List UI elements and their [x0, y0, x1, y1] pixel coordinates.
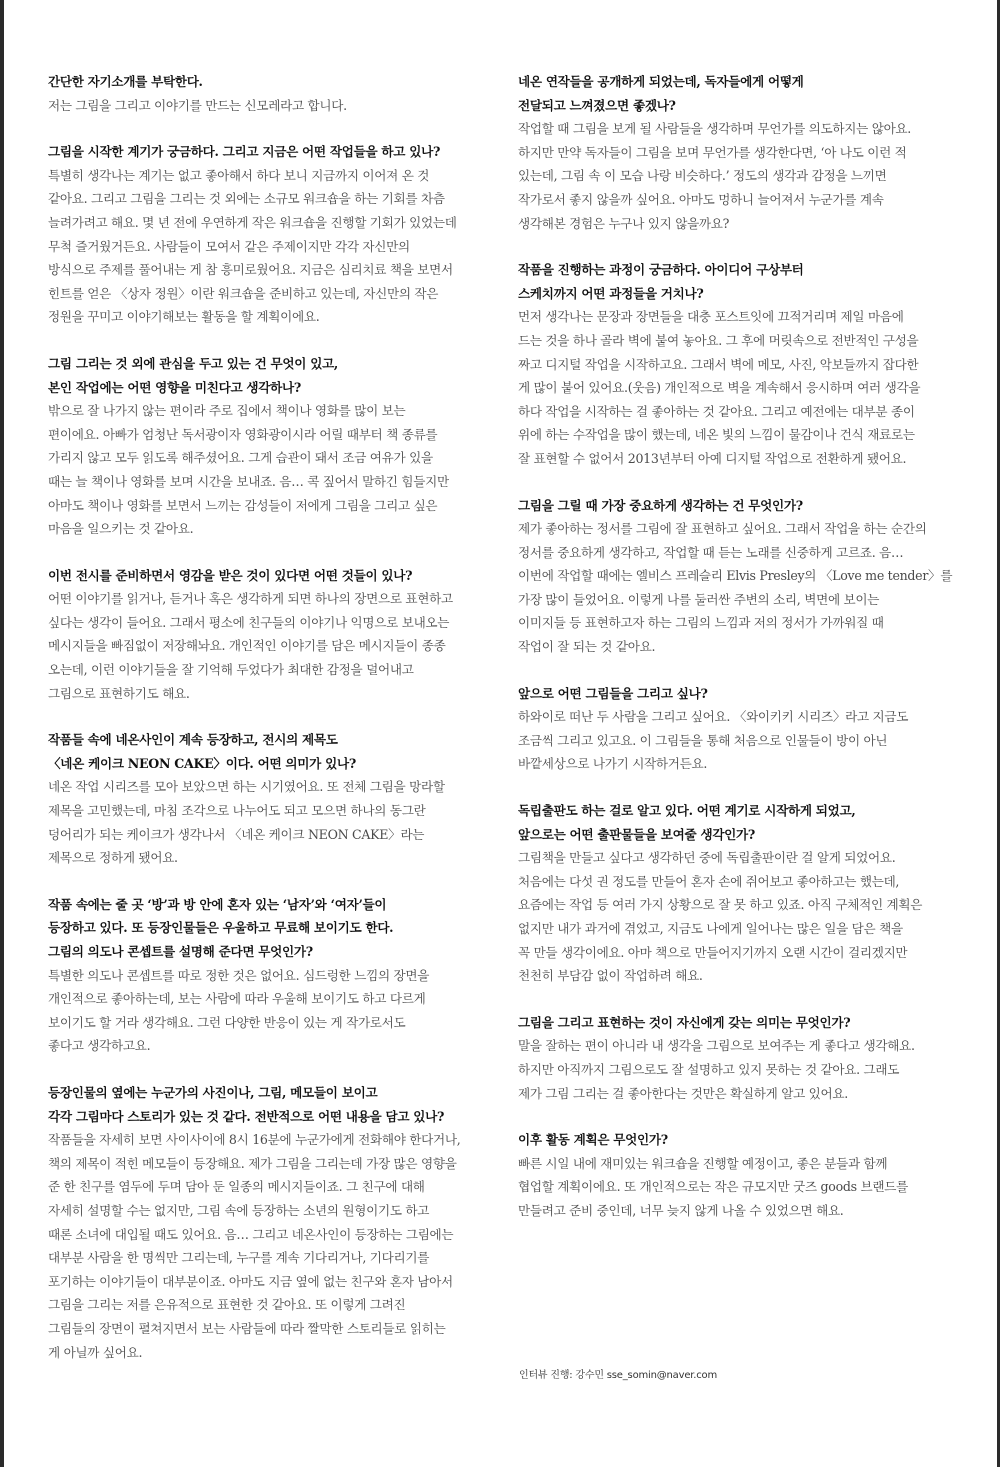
qa-block [518, 799, 956, 988]
question: 네온 연작들을 공개하게 되었는데, 독자들에게 어떻게 전달되고 느껴졌으면 좋겠나? [518, 74, 804, 113]
page-edge-left [0, 0, 4, 1467]
question: 작품 속에는 줄 곳 ‘방’과 방 안에 혼자 있는 ‘남자’와 ‘여자’들이 등장하고 있다. 또 등장인물들은 우울하고 무료해 보이기도 한다. 그림의 의도나 콘셉트를 설명해 준다면 무엇인가? [48, 896, 394, 959]
qa-block [48, 564, 488, 706]
question: 그림을 그릴 때 가장 중요하게 생각하는 건 무엇인가? [518, 497, 803, 513]
qa-block [48, 1081, 488, 1364]
answer: 그림책을 만들고 싶다고 생각하던 중에 독립출판이란 걸 알게 되었어요. 처음에는 다섯 권 정도를 만들어 혼자 손에 쥐어보고 좋아하고는 했는데, 요즘에는 작업 등 여러 가지 상황으로 잘 못 하고 있죠. 아직 구체적인 계획은 없지만 내가 과거에 겪었고, 지금도 나에게 일어나는 많은 일을 담은 책을 꼭 만들 생각이에요. 아마 책으로 만들어지기까지 오랜 시간이 걸리겠지만 천천히 부담감 없이 작업하려 해요. [518, 850, 923, 984]
answer: 제가 좋아하는 정서를 그림에 잘 표현하고 싶어요. 그래서 작업을 하는 순간의 정서를 중요하게 생각하고, 작업할 때 듣는 노래를 신중하게 고르죠. 음… 이번에 작업할 때에는 엘비스 프레슬리 Elvis Presley의 〈Love me tender〉를 가장 많이 들었어요. 이렇게 나를 둘러싼 주변의 소리, 벽면에 보이는 이미지들 등 표현하고자 하는 그림의 느낌과 저의 정서가 가까워질 때 작업이 잘 되는 것 같아요. [518, 521, 953, 655]
answer: 하와이로 떠난 두 사람을 그리고 싶어요. 〈와이키키 시리즈〉라고 지금도 조금씩 그리고 있고요. 이 그림들을 통해 처음으로 인물들이 방이 아닌 바깥세상으로 나가기 시작하거든요. [518, 709, 909, 772]
answer: 저는 그림을 그리고 이야기를 만드는 신모레라고 합니다. [48, 97, 347, 113]
qa-block [518, 258, 956, 470]
qa-block [518, 70, 956, 235]
answer: 말을 잘하는 편이 아니라 내 생각을 그림으로 보여주는 게 좋다고 생각해요. 하지만 아직까지 그림으로도 잘 설명하고 있지 못하는 것 같아요. 그래도 제가 그림 그리는 걸 좋아한다는 것만은 확실하게 알고 있어요. [518, 1038, 915, 1101]
question: 그림을 그리고 표현하는 것이 자신에게 갖는 의미는 무엇인가? [518, 1014, 851, 1030]
question: 작품을 진행하는 과정이 궁금하다. 아이디어 구상부터 스케치까지 어떤 과정들을 거치나? [518, 262, 804, 301]
qa-block [48, 70, 488, 117]
answer: 특별한 의도나 콘셉트를 따로 정한 것은 없어요. 심드렁한 느낌의 장면을 개인적으로 좋아하는데, 보는 사람에 따라 우울해 보이기도 하고 다르게 보이기도 할 거라 생각해요. 그런 다양한 반응이 있는 게 작가로서도 좋다고 생각하고요. [48, 967, 430, 1054]
question: 간단한 자기소개를 부탁한다. [48, 74, 203, 89]
interview-credit: 인터뷰 진행: 강수민 sse_somin@naver.com [519, 1370, 718, 1381]
answer: 특별히 생각나는 계기는 없고 좋아해서 하다 보니 지금까지 이어져 온 것 같아요. 그리고 그림을 그리는 것 외에는 소규모 워크숍을 하는 기회를 차츰 늘려가려고 해요. 몇 년 전에 우연하게 작은 워크숍을 진행할 기회가 있었는데 무척 즐거웠거든요. 사람들이 모여서 같은 주제이지만 각각 자신만의 방식으로 주제를 풀어내는 게 참 흥미로웠어요. 지금은 심리치료 책을 보면서 힌트를 얻은 〈상자 정원〉이란 워크숍을 준비하고 있는데, 자신만의 작은 정원을 꾸미고 이야기해보는 활동을 할 계획이에요. [48, 167, 457, 325]
right-column [518, 70, 956, 1246]
answer: 먼저 생각나는 문장과 장면들을 대충 포스트잇에 끄적거리며 제일 마음에 드는 것을 하나 골라 벽에 붙여 놓아요. 그 후에 머릿속으로 전반적인 구성을 짜고 디지털 작업을 시작하고요. 그래서 벽에 메모, 사진, 악보들까지 잡다한 게 많이 붙어 있어요.(웃음) 개인적으로 벽을 계속해서 응시하며 여러 생각을 하다 작업을 시작하는 걸 좋아하는 것 같아요. 그리고 예전에는 대부분 종이 위에 하는 수작업을 많이 했는데, 네온 빛의 느낌이 물감이나 건식 재료로는 잘 표현할 수 없어서 2013년부터 아예 디지털 작업으로 전환하게 됐어요. [518, 309, 921, 466]
question: 작품들 속에 네온사인이 계속 등장하고, 전시의 제목도 〈네온 케이크 NEON CAKE〉이다. 어떤 의미가 있나? [48, 732, 356, 771]
question: 독립출판도 하는 걸로 알고 있다. 어떤 계기로 시작하게 되었고, 앞으로는 어떤 출판물들을 보여줄 생각인가? [518, 803, 856, 842]
question: 이번 전시를 준비하면서 영감을 받은 것이 있다면 어떤 것들이 있나? [48, 567, 413, 583]
answer: 작품들을 자세히 보면 사이사이에 8시 16분에 누군가에게 전화해야 한다거나, 책의 제목이 적힌 메모들이 등장해요. 제가 그림을 그리는데 가장 많은 영향을 준 한 친구를 염두에 두며 담아 둔 일종의 메시지들이죠. 그 친구에 대해 자세히 설명할 수는 없지만, 그림 속에 등장하는 소년의 원형이기도 하고 때론 소녀에 대입될 때도 있어요. 음… 그리고 네온사인이 등장하는 그림에는 대부분 사람을 한 명씩만 그리는데, 누구를 계속 기다리거나, 기다리기를 포기하는 이야기들이 대부분이죠. 아마도 지금 옆에 없는 친구와 혼자 남아서 그림을 그리는 저를 은유적으로 표현한 것 같아요. 또 이렇게 그려진 그림들의 장면이 펼쳐지면서 보는 사람들에 따라 짤막한 스토리들로 읽히는 게 아닐까 싶어요. [48, 1132, 461, 1360]
answer: 어떤 이야기를 읽거나, 듣거나 혹은 생각하게 되면 하나의 장면으로 표현하고 싶다는 생각이 들어요. 그래서 평소에 친구들의 이야기나 익명으로 보내오는 메시지들을 빠짐없이 저장해놔요. 개인적인 이야기를 담은 메시지들이 종종 오는데, 이런 이야기들을 잘 기억해 두었다가 최대한 감정을 덜어내고 그림으로 표현하기도 해요. [48, 591, 453, 701]
qa-block [518, 1011, 956, 1105]
question: 등장인물의 옆에는 누군가의 사진이나, 그림, 메모들이 보이고 각각 그림마다 스토리가 있는 것 같다. 전반적으로 어떤 내용을 담고 있나? [48, 1084, 445, 1124]
left-column [48, 70, 488, 1387]
qa-block [48, 728, 488, 870]
question: 이후 활동 계획은 무엇인가? [518, 1132, 668, 1148]
question: 그림을 시작한 계기가 궁금하다. 그리고 지금은 어떤 작업들을 하고 있나? [48, 144, 441, 160]
answer: 네온 작업 시리즈를 모아 보았으면 하는 시기였어요. 또 전체 그림을 망라할 제목을 고민했는데, 마침 조각으로 나누어도 되고 모으면 하나의 동그란 덩어리가 되는 케이크가 생각나서 〈네온 케이크 NEON CAKE〉라는 제목으로 정하게 됐어요. [48, 779, 445, 866]
answer: 빠른 시일 내에 재미있는 워크숍을 진행할 예정이고, 좋은 분들과 함께 협업할 계획이에요. 또 개인적으로는 작은 규모지만 굿즈 goods 브랜드를 만들려고 준비 중인데, 너무 늦지 않게 나올 수 있었으면 해요. [518, 1155, 908, 1218]
qa-block [48, 352, 488, 541]
qa-block [48, 140, 488, 329]
qa-block [48, 893, 488, 1058]
answer: 작업할 때 그림을 보게 될 사람들을 생각하며 무언가를 의도하지는 않아요. 하지만 만약 독자들이 그림을 보며 무언가를 생각한다면, ‘아 나도 이런 적 있는데, 그림 속 이 모습 나랑 비슷하다.’ 정도의 생각과 감정을 느끼면 작가로서 좋지 않을까 싶어요. 아마도 멍하니 늘어져서 누군가를 계속 생각해본 경험은 누구나 있지 않을까요? [518, 121, 911, 231]
qa-block [518, 1128, 956, 1222]
question: 앞으로 어떤 그림들을 그리고 싶나? [518, 685, 708, 701]
qa-block [518, 682, 956, 776]
qa-block [518, 494, 956, 659]
question: 그림 그리는 것 외에 관심을 두고 있는 건 무엇이 있고, 본인 작업에는 어떤 영향을 미친다고 생각하나? [48, 355, 339, 395]
answer: 밖으로 잘 나가지 않는 편이라 주로 집에서 책이나 영화를 많이 보는 편이에요. 아빠가 엄청난 독서광이자 영화광이시라 어릴 때부터 책 종류를 가리지 않고 모두 읽도록 해주셨어요. 그게 습관이 돼서 조금 여유가 있을 때는 늘 책이나 영화를 보며 시간을 보내죠. 음… 콕 짚어서 말하긴 힘들지만 아마도 책이나 영화를 보면서 느끼는 감성들이 저에게 그림을 그리고 싶은 마음을 일으키는 것 같아요. [48, 403, 449, 537]
